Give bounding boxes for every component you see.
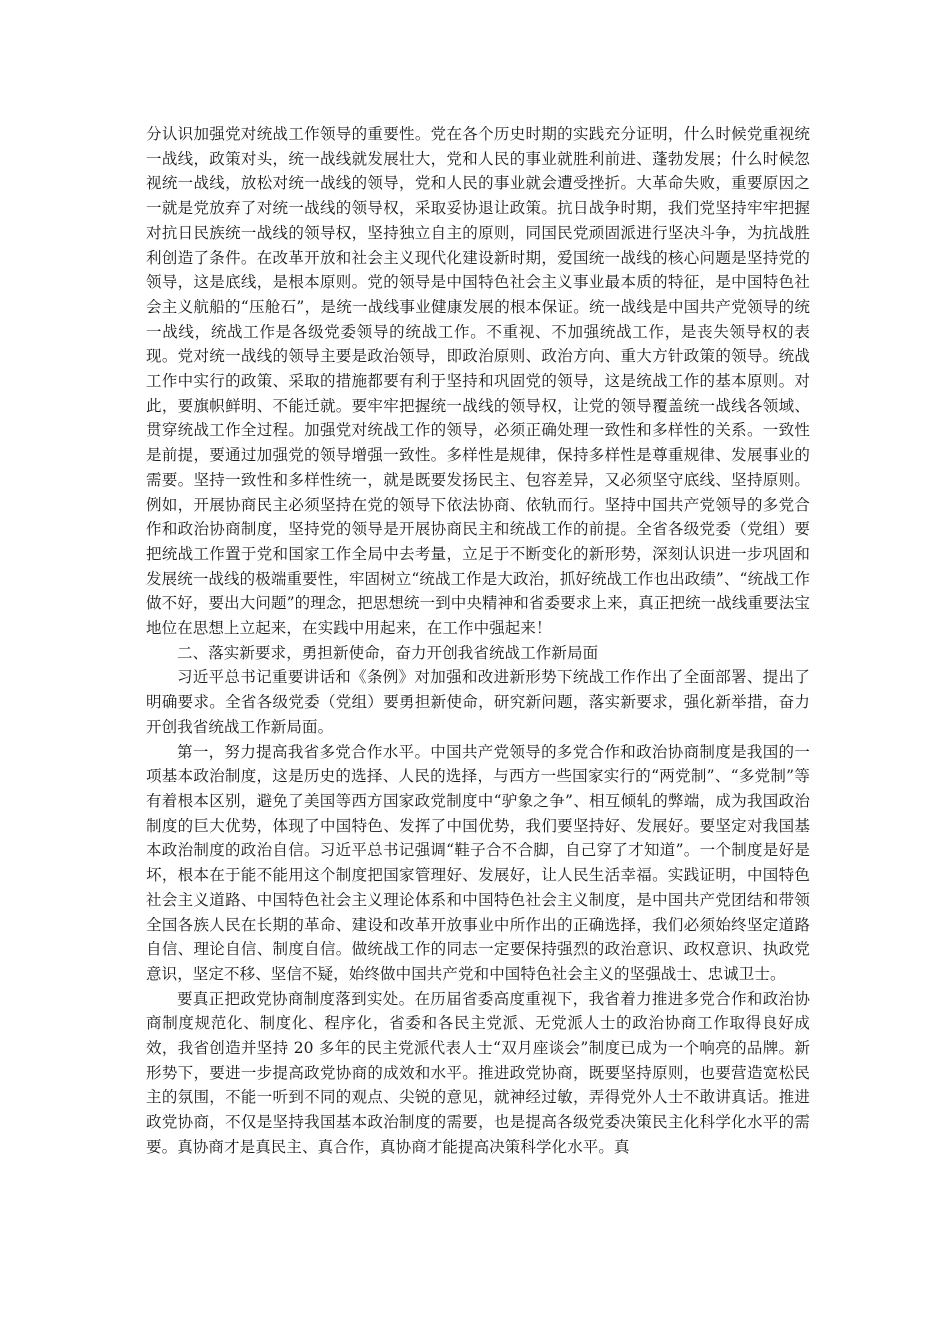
paragraph: 第一，努力提高我省多党合作水平。中国共产党领导的多党合作和政治协商制度是我国的一项基本政治制度，这是历史的选择、人民的选择，与西方一些国家实行的“两党制”、“多党制”等有着根本区别，避免了美国等西方国家政党制度中“驴象之争”、相互倾轧的弊端，成为我国政治制度的巨大优势，体现了中国特色、发挥了中国优势，我们要坚持好、发展好。要坚定对我国基本政治制度的政治自信。习近平总书记强调“鞋子合不合脚，自己穿了才知道”。一个制度是好是坏，根本在于能不能用这个制度把国家管理好、发展好，让人民生活幸福。实践证明，中国特色社会主义道路、中国特色社会主义理论体系和中国特色社会主义制度，是中国共产党团结和带领全国各族人民在长期的革命、建设和改革开放事业中所作出的正确选择，我们必须始终坚定道路自信、理论自信、制度自信。做统战工作的同志一定要保持强烈的政治意识、政权意识、执政党意识，坚定不移、坚信不疑，始终做中国共产党和中国特色社会主义的坚强战士、忠诚卫士。 [146, 742, 810, 983]
paragraph: 习近平总书记重要讲话和《条例》对加强和改进新形势下统战工作作出了全面部署、提出了明确要求。全省各级党委（党组）要勇担新使命，研究新问题，落实新要求，强化新举措，奋力开创我省统战工作新局面。 [146, 668, 810, 736]
paragraph: 要真正把政党协商制度落到实处。在历届省委高度重视下，我省着力推进多党合作和政治协商制度规范化、制度化、程序化，省委和各民主党派、无党派人士的政治协商工作取得良好成效，我省创造并坚持 20 多年的民主党派代表人士“双月座谈会”制度已成为一个响亮的品牌。新形势下，要进一步提高政党协商的成效和水平。推进政党协商，既要坚持原则，也要营造宽松民主的氛围，不能一听到不同的观点、尖锐的意见，就神经过敏，弄得党外人士不敢讲真话。推进政党协商，不仅是坚持我国基本政治制度的需要，也是提高各级党委决策民主化科学化水平的需要。真协商才是真民主、真合作，真协商才能提高决策科学化水平。真 [146, 989, 810, 1156]
document-body [146, 122, 810, 1160]
section-heading: 二、落实新要求，勇担新使命，奋力开创我省统战工作新局面 [177, 643, 599, 662]
paragraph-continued: 分认识加强党对统战工作领导的重要性。党在各个历史时期的实践充分证明，什么时候党重视统一战线，政策对头，统一战线就发展壮大，党和人民的事业就胜利前进、蓬勃发展；什么时候忽视统一战线，放松对统一战线的领导，党和人民的事业就会遭受挫折。大革命失败，重要原因之一就是党放弃了对统一战线的领导权，采取妥协退让政策。抗日战争时期，我们党坚持牢牢把握对抗日民族统一战线的领导权，坚持独立自主的原则，同国民党顽固派进行坚决斗争，为抗战胜利创造了条件。在改革开放和社会主义现代化建设新时期，爱国统一战线的核心问题是坚持党的领导，这是底线，是根本原则。党的领导是中国特色社会主义事业最本质的特征，是中国特色社会主义航船的“压舱石”，是统一战线事业健康发展的根本保证。统一战线是中国共产党领导的统一战线，统战工作是各级党委领导的统战工作。不重视、不加强统战工作，是丧失领导权的表现。党对统一战线的领导主要是政治领导，即政治原则、政治方向、重大方针政策的领导。统战工作中实行的政策、采取的措施都要有利于坚持和巩固党的领导，这是统战工作的基本原则。对此，要旗帜鲜明、不能迁就。要牢牢把握统一战线的领导权，让党的领导覆盖统一战线各领域、贯穿统战工作全过程。加强党对统战工作的领导，必须正确处理一致性和多样性的关系。一致性是前提，要通过加强党的领导增强一致性。多样性是规律，保持多样性是尊重规律、发展事业的需要。坚持一致性和多样性统一，就是既要发扬民主、包容差异，又必须坚守底线、坚持原则。例如，开展协商民主必须坚持在党的领导下依法协商、依轨而行。坚持中国共产党领导的多党合作和政治协商制度，坚持党的领导是开展协商民主和统战工作的前提。全省各级党委（党组）要把统战工作置于党和国家工作全局中去考量，立足于不断变化的新形势，深刻认识进一步巩固和发展统一战线的极端重要性，牢固树立“统战工作是大政治，抓好统战工作也出政绩”、“统战工作做不好，要出大问题”的理念，把思想统一到中央精神和省委要求上来，真正把统一战线重要法宝地位在思想上立起来，在实践中用起来，在工作中强起来！ [146, 125, 810, 638]
